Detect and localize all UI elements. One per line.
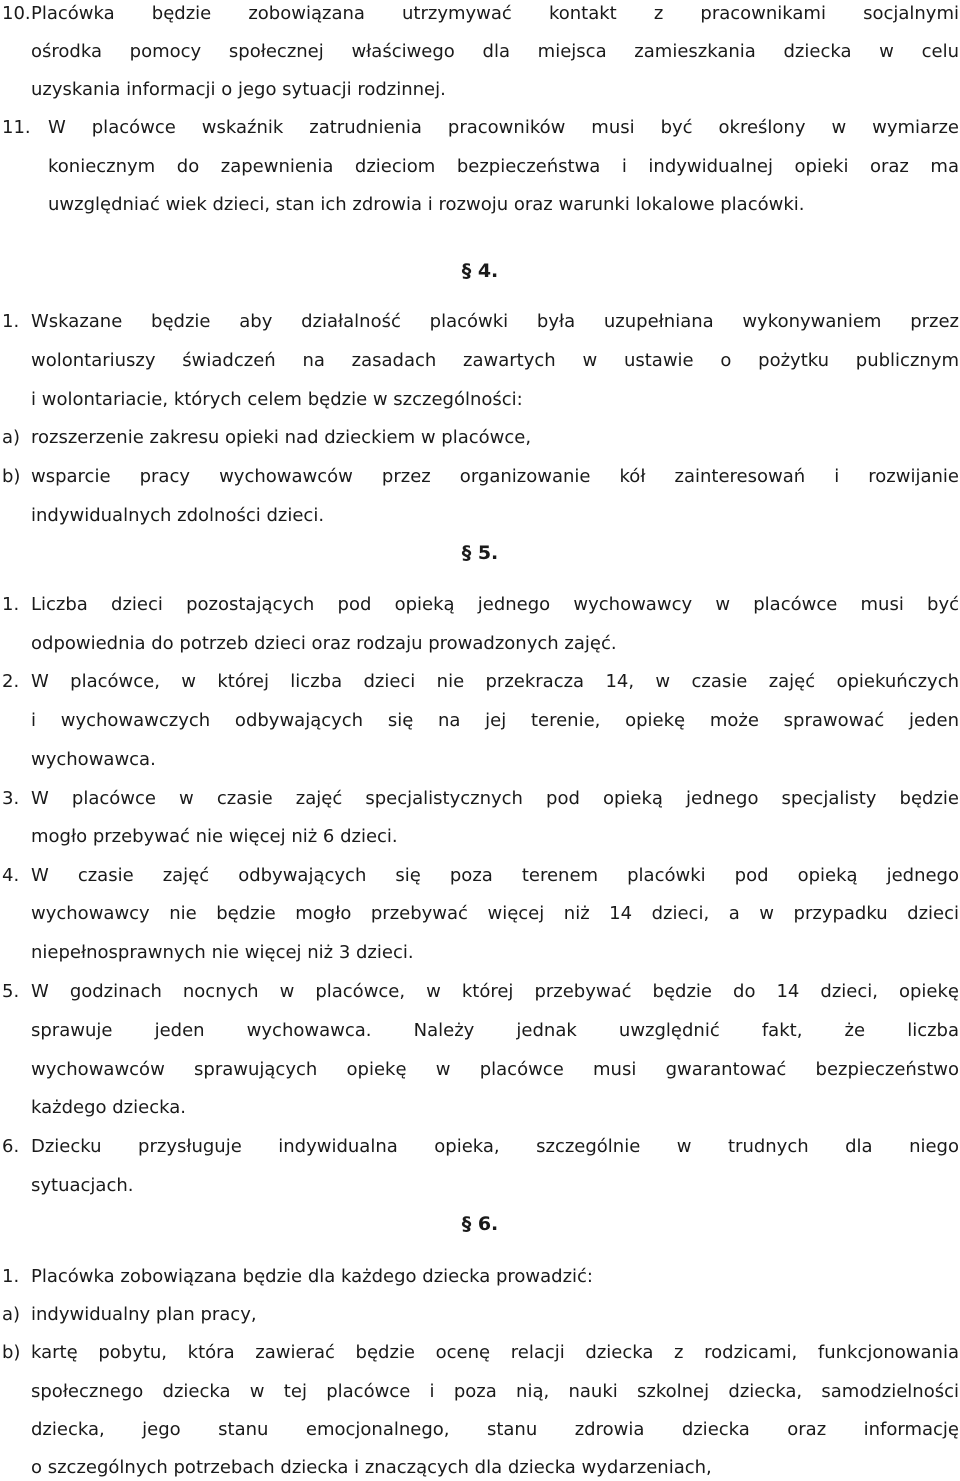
item-number: 1.	[2, 1266, 20, 1287]
paragraph-text: każdego dziecka.	[31, 1097, 186, 1118]
text-line	[0, 902, 960, 926]
item-number: a)	[2, 1304, 21, 1325]
paragraph-text: społecznego dziecka w tej placówce i poza nią, nauki szkolnej dziecka, samodzielności	[31, 1381, 959, 1402]
text-line	[0, 1135, 960, 1159]
text-line	[0, 40, 960, 64]
text-line	[0, 1456, 960, 1480]
item-number: 3.	[2, 788, 20, 809]
item-number: 5.	[2, 981, 20, 1002]
paragraph-text: Placówka zobowiązana będzie dla każdego dziecka prowadzić:	[31, 1266, 593, 1287]
text-line	[0, 941, 960, 965]
text-line	[0, 504, 960, 528]
paragraph-text: W czasie zajęć odbywających się poza terenem placówki pod opieką jednego	[31, 865, 959, 886]
paragraph-text: o szczególnych potrzebach dziecka i znaczących dla dziecka wydarzeniach,	[31, 1457, 712, 1478]
text-line	[0, 1174, 960, 1198]
paragraph-text: wsparcie pracy wychowawców przez organizowanie kół zainteresowań i rozwijanie	[31, 466, 959, 487]
paragraph-text: Wskazane będzie aby działalność placówki była uzupełniana wykonywaniem przez	[31, 311, 959, 332]
item-number: 4.	[2, 865, 20, 886]
text-line	[0, 349, 960, 373]
paragraph-text: rozszerzenie zakresu opieki nad dzieckiem w placówce,	[31, 427, 532, 448]
item-number: b)	[2, 1342, 21, 1363]
paragraph-text: sprawuje jeden wychowawca. Należy jednak uwzględnić fakt, że liczba	[31, 1020, 959, 1041]
text-line	[0, 825, 960, 849]
paragraph-text: uwzględniać wiek dzieci, stan ich zdrowia i rozwoju oraz warunki lokalowe placówki.	[48, 194, 805, 215]
paragraph-text: Dziecku przysługuje indywidualna opieka, szczególnie w trudnych dla niego	[31, 1136, 959, 1157]
paragraph-text: i wychowawczych odbywających się na jej terenie, opiekę może sprawować jeden	[31, 710, 959, 731]
item-number: 6.	[2, 1136, 20, 1157]
text-line	[0, 593, 960, 617]
paragraph-text: niepełnosprawnych nie więcej niż 3 dzieci.	[31, 942, 414, 963]
text-line	[0, 980, 960, 1004]
section-heading: § 6.	[461, 1213, 499, 1235]
text-line	[0, 155, 960, 179]
item-number: 10.	[2, 3, 31, 24]
paragraph-text: dziecka, jego stanu emocjonalnego, stanu zdrowia dziecka oraz informację	[31, 1419, 959, 1440]
text-line	[0, 1341, 960, 1365]
text-line	[0, 864, 960, 888]
paragraph-text: kartę pobytu, która zawierać będzie ocenę relacji dziecka z rodzicami, funkcjonowania	[31, 1342, 959, 1363]
item-number: b)	[2, 466, 21, 487]
paragraph-text: sytuacjach.	[31, 1175, 134, 1196]
text-line	[0, 1380, 960, 1404]
paragraph-text: indywidualny plan pracy,	[31, 1304, 257, 1325]
paragraph-text: Liczba dzieci pozostających pod opieką jednego wychowawcy w placówce musi być	[31, 594, 959, 615]
text-line	[0, 787, 960, 811]
paragraph-text: uzyskania informacji o jego sytuacji rodzinnej.	[31, 79, 446, 100]
paragraph-text: W placówce, w której liczba dzieci nie przekracza 14, w czasie zajęć opiekuńczych	[31, 671, 959, 692]
item-number: 11.	[2, 117, 31, 138]
text-line	[0, 78, 960, 102]
paragraph-text: mogło przebywać nie więcej niż 6 dzieci.	[31, 826, 398, 847]
section-heading: § 4.	[461, 260, 499, 282]
text-line	[0, 1303, 960, 1327]
paragraph-text: W placówce wskaźnik zatrudnienia pracowników musi być określony w wymiarze	[48, 117, 959, 138]
paragraph-text: wolontariuszy świadczeń na zasadach zawartych w ustawie o pożytku publicznym	[31, 350, 959, 371]
item-number: 1.	[2, 311, 20, 332]
text-line	[0, 670, 960, 694]
paragraph-text: wychowawca.	[31, 749, 156, 770]
text-line	[0, 193, 960, 217]
text-line	[0, 426, 960, 450]
text-line	[0, 748, 960, 772]
paragraph-text: Placówka będzie zobowiązana utrzymywać kontakt z pracownikami socjalnymi	[31, 3, 959, 24]
paragraph-text: wychowawcy nie będzie mogło przebywać więcej niż 14 dzieci, a w przypadku dzieci	[31, 903, 959, 924]
text-line	[0, 1058, 960, 1082]
item-number: 1.	[2, 594, 20, 615]
text-line	[0, 310, 960, 334]
paragraph-text: indywidualnych zdolności dzieci.	[31, 505, 325, 526]
paragraph-text: wychowawców sprawujących opiekę w placówce musi gwarantować bezpieczeństwo	[31, 1059, 959, 1080]
text-line	[0, 465, 960, 489]
text-line	[0, 116, 960, 140]
text-line	[0, 1096, 960, 1120]
paragraph-text: odpowiednia do potrzeb dzieci oraz rodzaju prowadzonych zajęć.	[31, 633, 617, 654]
text-line	[0, 388, 960, 412]
item-number: 2.	[2, 671, 20, 692]
text-line	[0, 632, 960, 656]
text-line	[0, 709, 960, 733]
section-heading: § 5.	[461, 542, 499, 564]
paragraph-text: koniecznym do zapewnienia dzieciom bezpieczeństwa i indywidualnej opieki oraz ma	[48, 156, 959, 177]
paragraph-text: ośrodka pomocy społecznej właściwego dla miejsca zamieszkania dziecka w celu	[31, 41, 959, 62]
text-line	[0, 1019, 960, 1043]
item-number: a)	[2, 427, 21, 448]
paragraph-text: W godzinach nocnych w placówce, w której przebywać będzie do 14 dzieci, opiekę	[31, 981, 959, 1002]
text-line	[0, 2, 960, 26]
text-line	[0, 1265, 960, 1289]
paragraph-text: W placówce w czasie zajęć specjalistycznych pod opieką jednego specjalisty będzie	[31, 788, 959, 809]
text-line	[0, 1418, 960, 1442]
paragraph-text: i wolontariacie, których celem będzie w szczególności:	[31, 389, 523, 410]
